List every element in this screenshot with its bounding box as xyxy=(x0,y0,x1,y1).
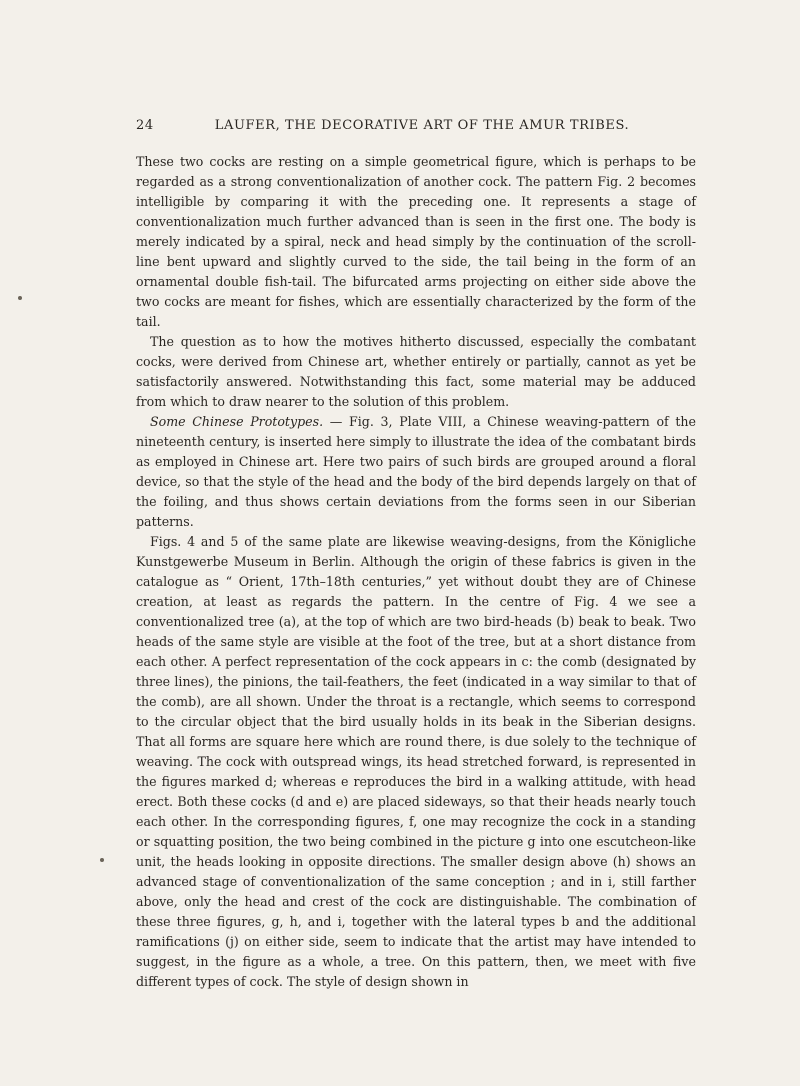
paragraph-2 xyxy=(136,332,696,412)
paragraph-text: The question as to how the motives hitherto discussed, especially the combatant cocks, were derived from Chinese art, whether entirely or partially, cannot as yet be satisfactorily answered. Notwithstanding this fact, some material may be adduced from which to draw nearer to the solution of this problem. xyxy=(136,334,696,409)
section-heading: Some Chinese Prototypes. xyxy=(150,414,324,429)
paragraph-1 xyxy=(136,152,696,332)
paragraph-3 xyxy=(136,412,696,532)
paragraph-text: These two cocks are resting on a simple geometrical figure, which is perhaps to be regarded as a strong conventionalization of another cock. The pattern Fig. 2 becomes intelligible by comparing it with the preceding one. It represents a stage of conventionalization much further advanced than is seen in the first one. The body is merely indicated by a spiral, neck and head simply by the continuation of the scroll-line bent upward and slightly curved to the side, the tail being in the form of an ornamental double fish-tail. The bifurcated arms projecting on either side above the two cocks are meant for fishes, which are essentially characterized by the form of the tail. xyxy=(136,154,696,329)
margin-mark xyxy=(100,858,104,862)
paragraph-text: Figs. 4 and 5 of the same plate are likewise weaving-designs, from the Königliche Kunstgewerbe Museum in Berlin. Although the origin of these fabrics is given in the catalogue as “ Orient, 17th–18th centuries,” yet without doubt they are of Chinese creation, at least as regards the pattern. In the centre of Fig. 4 we see a conventionalized tree (a), at the top of which are two bird-heads (b) beak to beak. Two heads of the same style are visible at the foot of the tree, but at a short distance from each other. A perfect representation of the cock appears in c: the comb (designated by three lines), the pinions, the tail-feathers, the feet (indicated in a way similar to that of the comb), are all shown. Under the throat is a rectangle, which seems to correspond to the circular object that the bird usually holds in its beak in the Siberian designs. That all forms are square here which are round there, is due solely to the technique of weaving. The cock with outspread wings, its head stretched forward, is represented in the figures marked d; whereas e reproduces the bird in a walking attitude, with head erect. Both these cocks (d and e) are placed sideways, so that their heads nearly touch each other. In the corresponding figures, f, one may recognize the cock in a standing or squatting position, the two being combined in the picture g into one escutcheon-like unit, the heads looking in opposite directions. The smaller design above (h) shows an advanced stage of conventionalization of the same conception ; and in i, still farther above, only the head and crest of the cock are distinguishable. The combination of these three figures, g, h, and i, together with the lateral types b and the additional ramifications (j) on either side, seem to indicate that the artist may have intended to suggest, in the figure as a whole, a tree. On this pattern, then, we meet with five different types of cock. The style of design shown in xyxy=(136,534,696,989)
margin-mark xyxy=(18,296,22,300)
running-head xyxy=(136,118,696,138)
running-head-title: LAUFER, THE DECORATIVE ART OF THE AMUR TRIBES. xyxy=(214,118,630,133)
page-number: 24 xyxy=(136,118,154,133)
paragraph-text: — Fig. 3, Plate VIII, a Chinese weaving-pattern of the nineteenth century, is inserted here simply to illustrate the idea of the combatant birds as employed in Chinese art. Here two pairs of such birds are grouped around a floral device, so that the style of the head and the body of the bird depends largely on that of the foiling, and thus shows certain deviations from the forms seen in our Siberian patterns. xyxy=(136,414,696,529)
body-text xyxy=(136,152,696,992)
paragraph-4 xyxy=(136,532,696,992)
